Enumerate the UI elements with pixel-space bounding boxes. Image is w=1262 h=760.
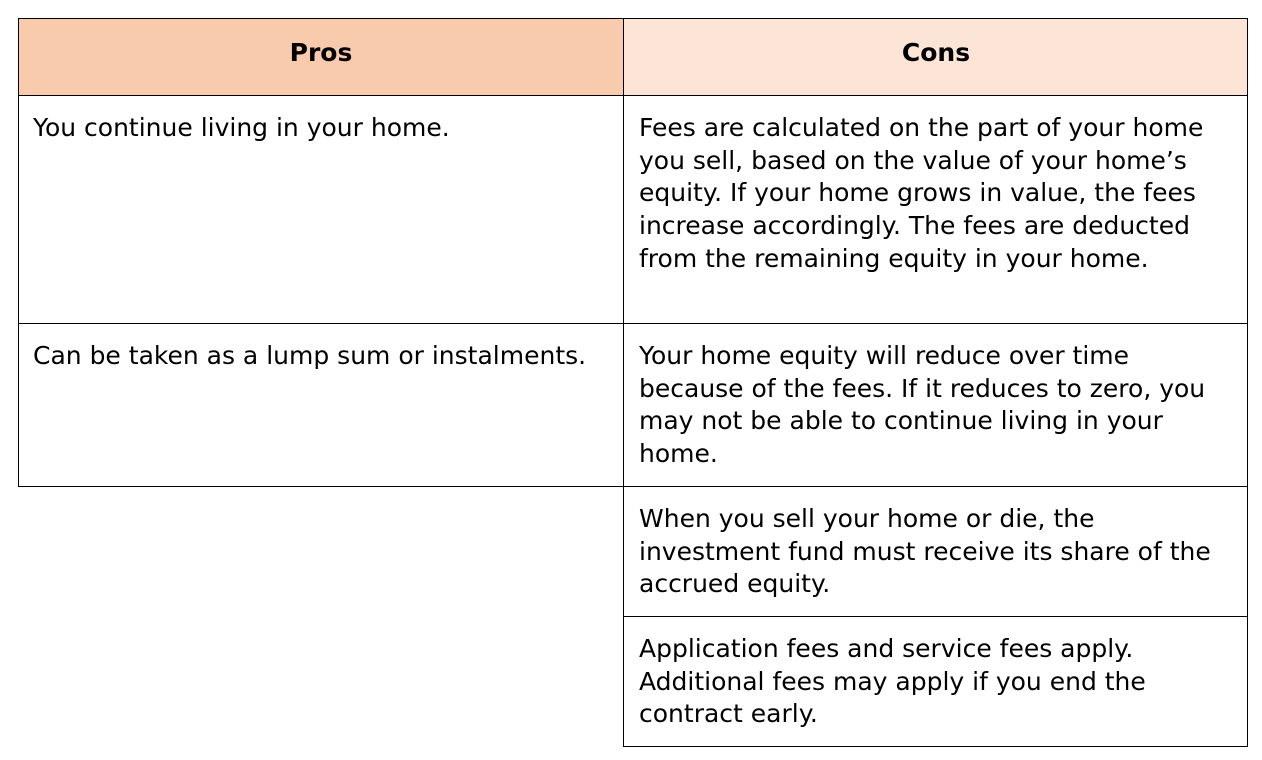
- grid-line-right: [1247, 18, 1248, 747]
- grid-line-row2-bottom: [18, 486, 1248, 487]
- grid-line-top: [18, 18, 1248, 19]
- grid-line-row3-bottom: [624, 616, 1248, 617]
- pro-cell-1: You continue living in your home.: [33, 113, 450, 142]
- con-cell-4: Application fees and service fees apply. Additional fees may apply if you end the contract early.: [639, 634, 1146, 729]
- grid-line-bottom: [624, 746, 1248, 747]
- con-cell-1: Fees are calculated on the part of your home you sell, based on the value of your home’s equity. If your home grows in value, the fees increase accordingly. The fees are deducted from the remaining equity in your home.: [639, 113, 1204, 273]
- pro-cell-2: Can be taken as a lump sum or instalments.: [33, 341, 587, 370]
- grid-line-header-bottom: [18, 95, 1248, 96]
- cons-header: Cons: [624, 18, 1248, 96]
- grid-line-left: [18, 18, 19, 487]
- pros-header: Pros: [18, 18, 624, 96]
- con-cell-2: Your home equity will reduce over time because of the fees. If it reduces to zero, you may not be able to continue living in your home.: [639, 341, 1206, 469]
- grid-line-middle: [623, 18, 624, 747]
- con-cell-3: When you sell your home or die, the investment fund must receive its share of the accrued equity.: [639, 504, 1211, 599]
- grid-line-row1-bottom: [18, 323, 1248, 324]
